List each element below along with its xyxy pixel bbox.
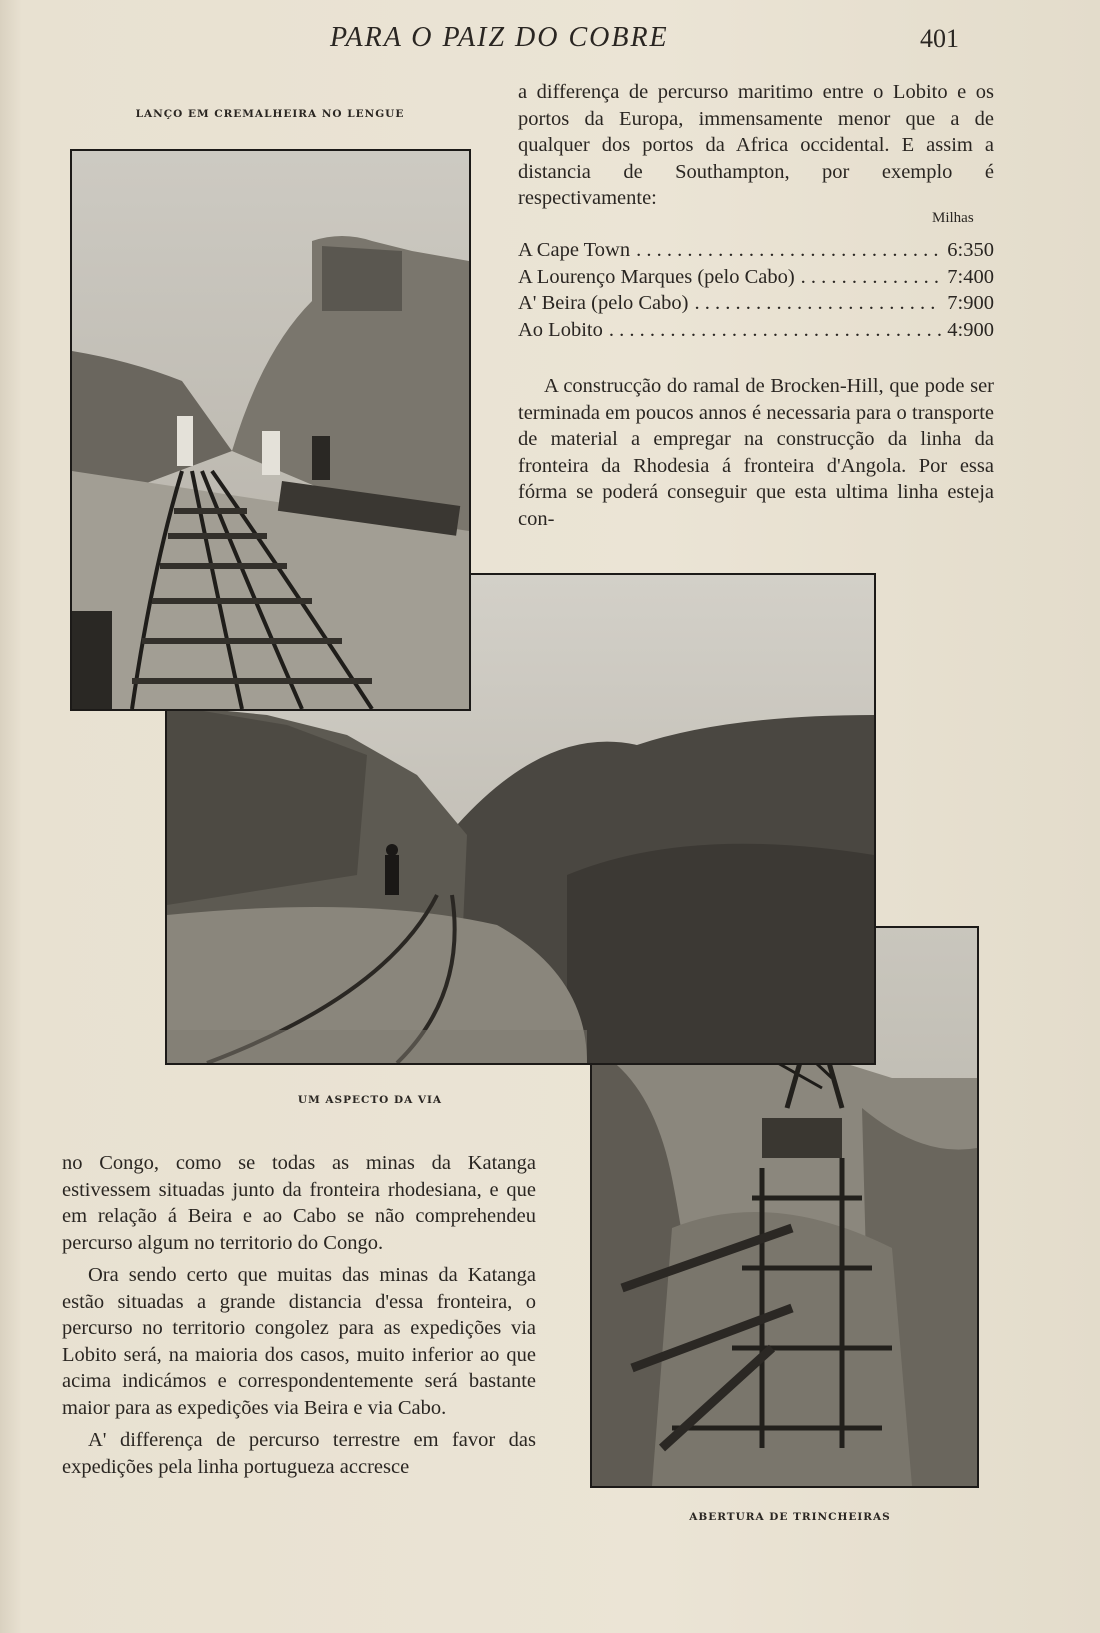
distance-miles: 6:350 xyxy=(947,239,994,261)
right-column-body xyxy=(518,373,994,532)
leader-dots xyxy=(609,319,941,342)
distance-table xyxy=(518,239,994,345)
distance-place: A Lourenço Marques (pelo Cabo) xyxy=(518,265,795,288)
photo-rack-railway xyxy=(70,149,471,711)
running-title: PARA O PAIZ DO COBRE xyxy=(330,22,669,53)
body-paragraph: A construcção do ramal de Brocken-Hill, que pode ser terminada em poucos annos é necessaria para o transporte de material a empregar na construcção da linha da fronteira da Rhodesia á fronteira d'Angola. Por essa fórma se poderá conseguir que esta ultima linha esteja con- xyxy=(518,375,994,530)
leader-dots xyxy=(695,292,942,315)
distance-row xyxy=(518,266,994,293)
distance-row xyxy=(518,319,994,346)
distance-miles: 7:400 xyxy=(947,265,994,288)
right-column-intro xyxy=(518,79,994,212)
caption-line-aspect: UM ASPECTO DA VIA xyxy=(297,1094,443,1106)
caption-rack-railway: LANÇO EM CREMALHEIRA NO LENGUE xyxy=(135,108,405,120)
distance-row xyxy=(518,239,994,266)
distance-unit-label: Milhas xyxy=(932,210,974,226)
distance-miles: 7:900 xyxy=(947,292,994,314)
leader-dots xyxy=(801,266,942,289)
intro-paragraph: a differença de percurso maritimo entre o Lobito e os portos da Europa, immensamente menor que a de qualquer dos portos da Africa occidental. E assim a distancia de Southampton, por exemplo é respectivamente: xyxy=(518,81,994,209)
caption-trench-opening: ABERTURA DE TRINCHEIRAS xyxy=(689,1511,891,1523)
distance-place: Ao Lobito xyxy=(518,318,603,341)
distance-place: A' Beira (pelo Cabo) xyxy=(518,292,689,314)
left-column-body xyxy=(62,1150,536,1480)
distance-miles: 4:900 xyxy=(947,318,994,341)
body-paragraph: no Congo, como se todas as minas da Katanga estivessem situadas junto da fronteira rhodesiana, e que em relação á Beira e ao Cabo se não comprehendeu percurso algum no territorio do Congo. xyxy=(62,1152,536,1254)
body-paragraph: Ora sendo certo que muitas das minas da Katanga estão situadas a grande distancia d'essa fronteira, o percurso no territorio congolez para as expedições via Lobito será, na maioria dos casos, muito inferior ao que acima indicámos e correspondentemente será bastante maior para as expedições via Beira e via Cabo. xyxy=(62,1264,536,1419)
page-number: 401 xyxy=(920,24,959,53)
body-paragraph: A' differença de percurso terrestre em favor das expedições pela linha portugueza accresce xyxy=(62,1429,536,1478)
leader-dots xyxy=(636,239,941,262)
distance-row xyxy=(518,292,994,319)
distance-place: A Cape Town xyxy=(518,239,631,261)
